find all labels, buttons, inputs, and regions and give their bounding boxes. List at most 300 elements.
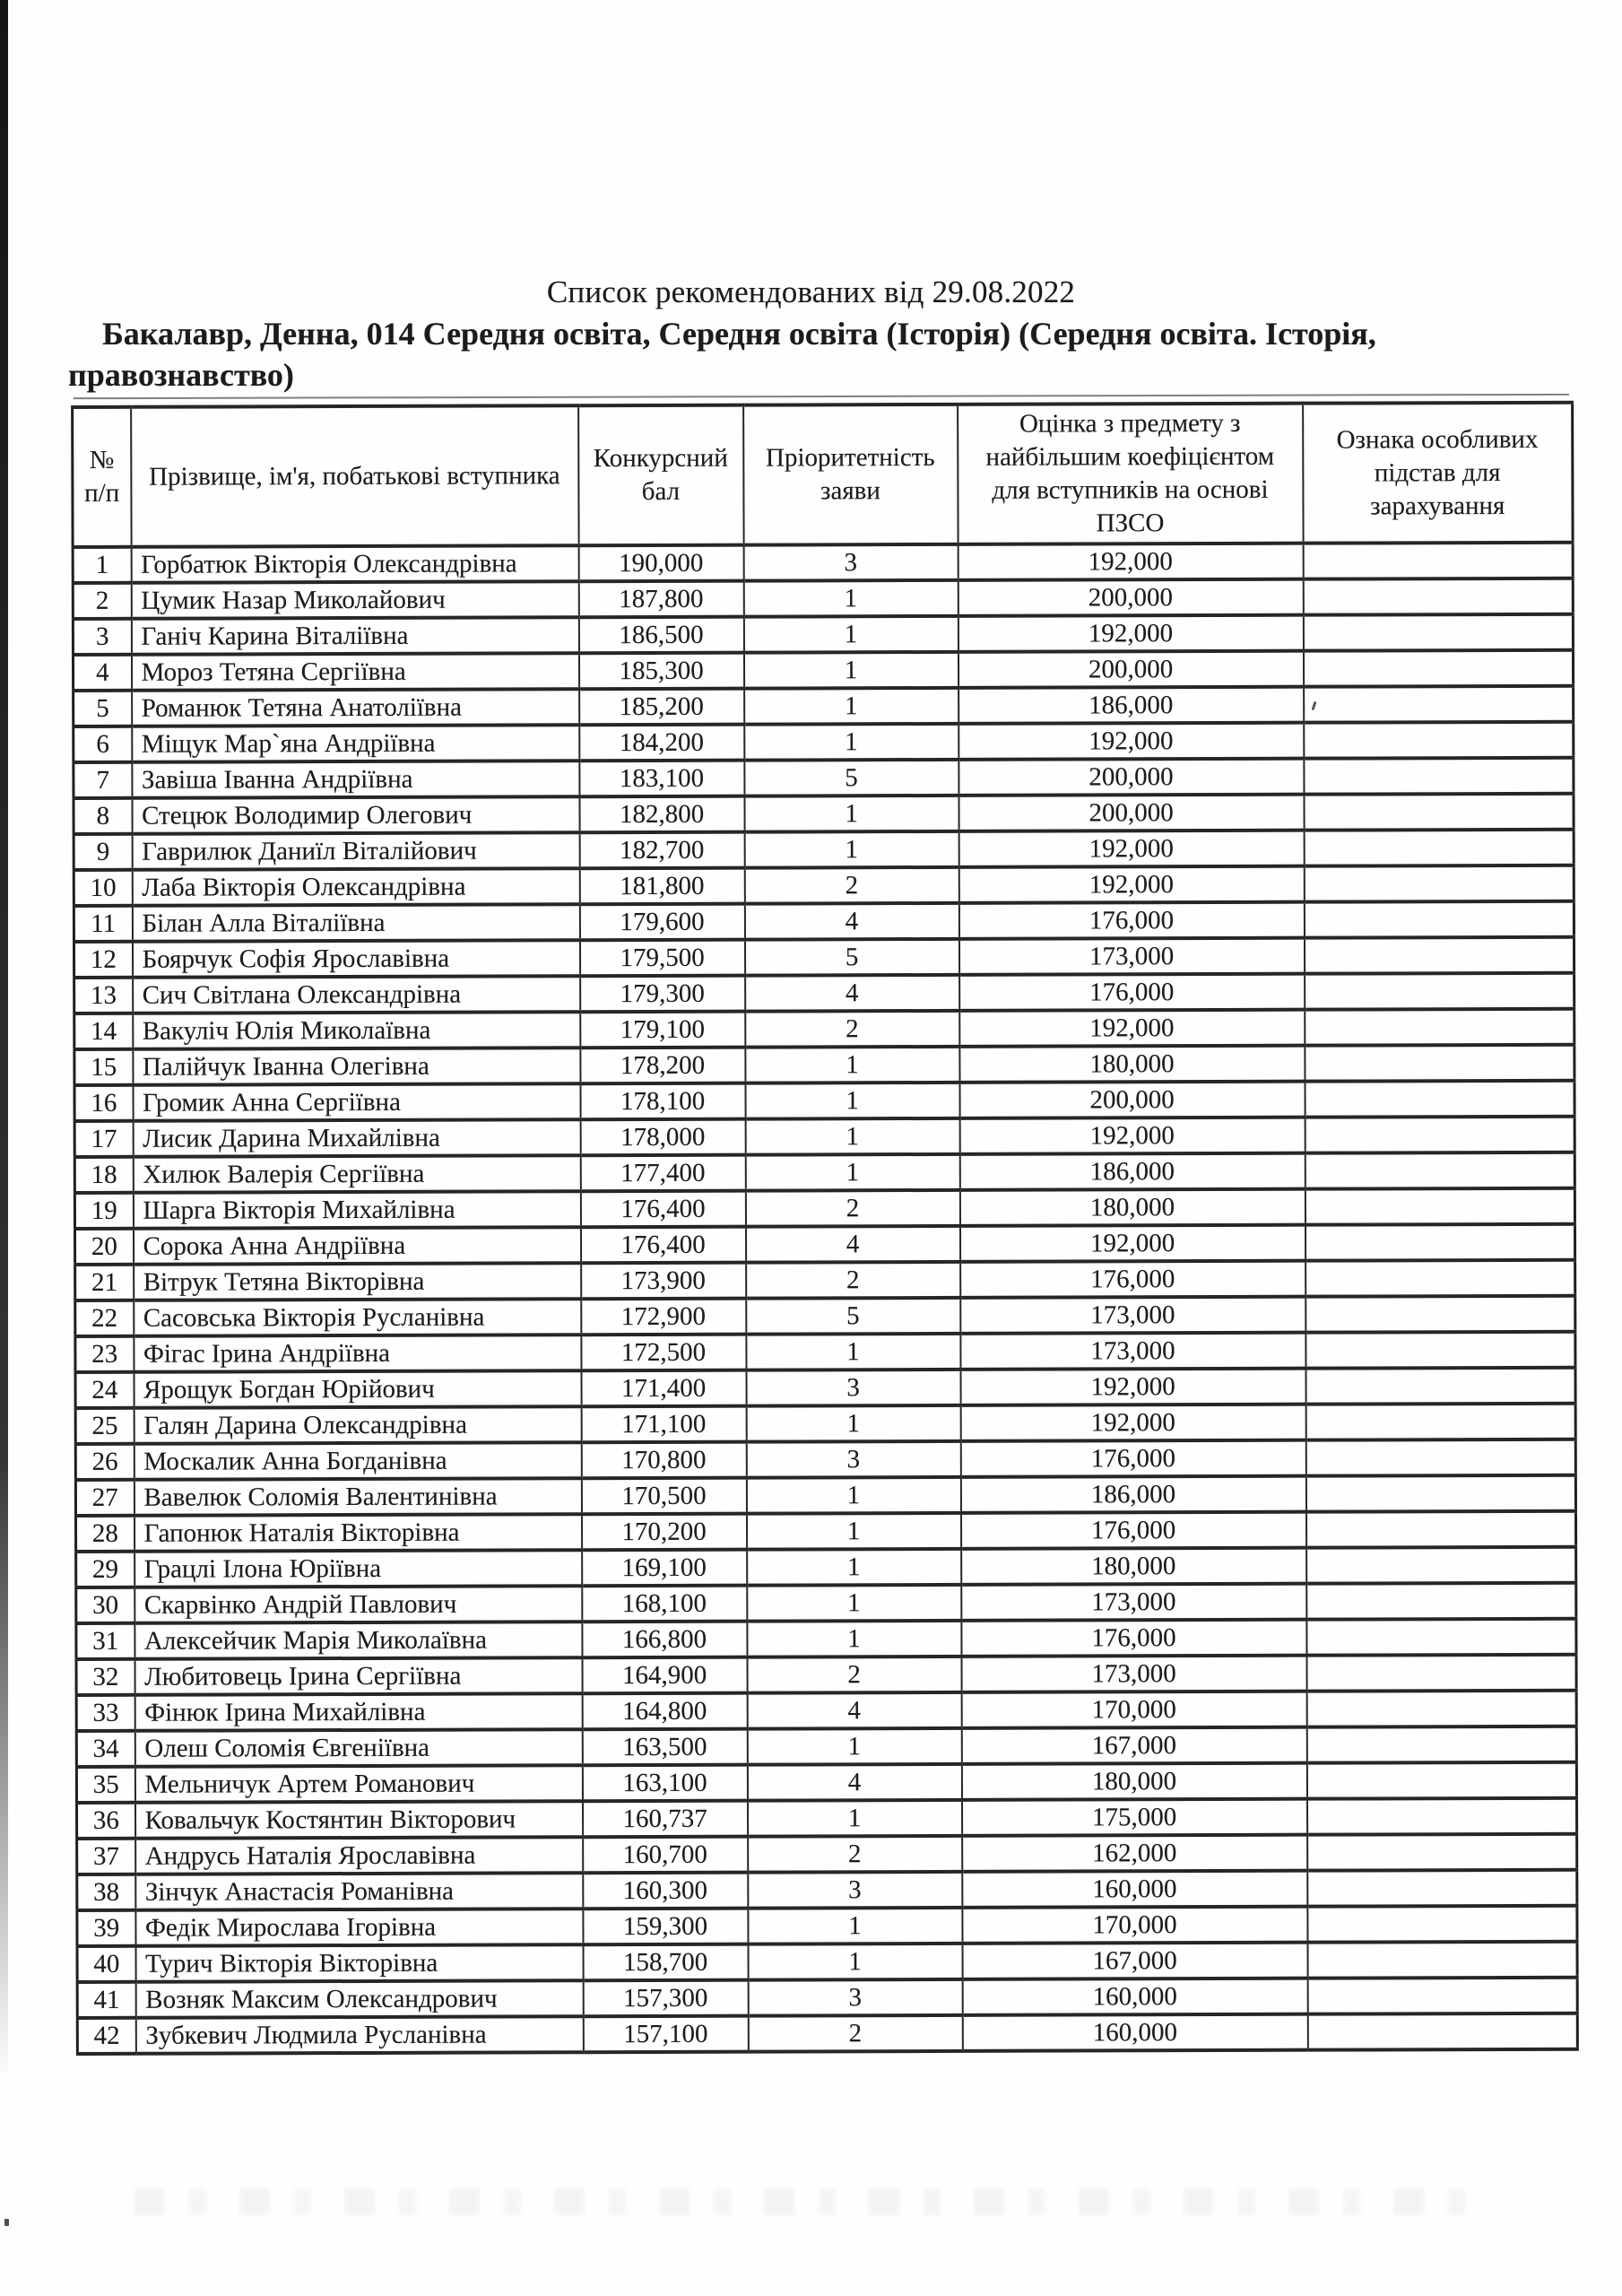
cell-priority: 2 — [748, 1836, 962, 1873]
cell-priority: 1 — [747, 1585, 961, 1622]
cell-num: 6 — [74, 726, 132, 762]
table-row — [74, 937, 1574, 978]
cell-priority: 1 — [746, 1334, 960, 1370]
cell-name: Ковальчук Костянтин Вікторович — [135, 1801, 583, 1839]
cell-score: 169,100 — [582, 1550, 747, 1587]
cell-special — [1307, 1942, 1577, 1979]
cell-grade: 176,000 — [959, 974, 1305, 1011]
cell-name: Зінчук Анастасія Романівна — [135, 1873, 583, 1910]
cell-name: Лаба Вікторія Олександрівна — [132, 868, 579, 906]
cell-name: Андрусь Наталія Ярославівна — [135, 1837, 583, 1874]
cell-special — [1303, 614, 1573, 651]
cell-priority: 2 — [746, 1262, 960, 1299]
cell-special — [1306, 1798, 1576, 1835]
table-row — [74, 1224, 1574, 1265]
cell-grade: 200,000 — [958, 651, 1303, 688]
cell-score: 183,100 — [579, 761, 744, 797]
table-row — [74, 1009, 1574, 1049]
cell-name: Скарвінко Андрій Павлович — [134, 1586, 582, 1623]
cell-num: 1 — [73, 547, 131, 583]
cell-special — [1305, 1045, 1574, 1082]
cell-num: 17 — [74, 1121, 133, 1157]
table-row — [74, 973, 1574, 1013]
cell-name: Гапонюк Наталія Вікторівна — [134, 1514, 581, 1552]
cell-num: 30 — [76, 1587, 134, 1623]
table-row — [75, 1332, 1575, 1372]
cell-grade: 173,000 — [960, 1333, 1305, 1370]
cell-priority: 2 — [744, 867, 958, 904]
cell-num: 33 — [76, 1695, 134, 1731]
admissions-table-wrap — [71, 401, 1576, 2056]
cell-special — [1304, 901, 1574, 938]
cell-num: 29 — [76, 1552, 134, 1587]
header-cell-score: Конкурсний бал — [578, 405, 743, 546]
cell-name: Ярощук Богдан Юрійович — [134, 1370, 581, 1408]
cell-num: 28 — [75, 1516, 134, 1552]
table-row — [75, 1260, 1575, 1300]
cell-grade: 176,000 — [960, 1512, 1305, 1549]
table-row — [77, 1942, 1577, 1982]
cell-grade: 170,000 — [961, 1692, 1306, 1728]
cell-num: 3 — [73, 619, 131, 655]
cell-grade: 162,000 — [962, 1835, 1307, 1872]
cell-grade: 192,000 — [959, 1118, 1305, 1154]
cell-special — [1305, 1081, 1574, 1118]
cell-priority: 2 — [745, 1190, 959, 1227]
cell-num: 20 — [74, 1229, 133, 1265]
cell-special — [1306, 1583, 1576, 1620]
table-row — [74, 1045, 1574, 1085]
cell-score: 187,800 — [578, 581, 743, 618]
cell-score: 179,500 — [579, 940, 744, 977]
cell-score: 185,200 — [579, 689, 744, 726]
cell-score: 163,500 — [582, 1729, 747, 1766]
cell-score: 157,300 — [583, 1980, 748, 2017]
cell-name: Галян Дарина Олександрівна — [134, 1406, 581, 1444]
cell-priority: 1 — [745, 1047, 959, 1083]
cell-name: Сорока Анна Андріївна — [133, 1227, 580, 1265]
cell-num: 11 — [74, 906, 132, 942]
cell-priority: 1 — [747, 1549, 961, 1586]
cell-name: Палійчук Іванна Олегівна — [133, 1048, 580, 1085]
cell-grade: 180,000 — [961, 1548, 1306, 1585]
cell-special — [1305, 1475, 1575, 1512]
table-row — [77, 1834, 1577, 1874]
cell-num: 36 — [77, 1803, 135, 1839]
header-cell-num: № п/п — [73, 407, 131, 547]
cell-grade: 160,000 — [962, 1979, 1307, 2015]
cell-special — [1304, 937, 1574, 974]
table-row — [76, 1583, 1576, 1623]
table-row — [74, 722, 1574, 762]
cell-name: Ганіч Карина Віталіївна — [131, 617, 578, 655]
cell-priority: 1 — [748, 1800, 962, 1837]
cell-special — [1305, 1296, 1575, 1333]
cell-num: 10 — [74, 870, 132, 906]
cell-grade: 167,000 — [961, 1727, 1306, 1764]
cell-num: 40 — [77, 1946, 135, 1982]
cell-num: 35 — [76, 1767, 134, 1803]
table-row — [74, 794, 1574, 834]
cell-special — [1305, 1224, 1574, 1261]
table-row — [75, 1368, 1575, 1408]
cell-grade: 192,000 — [959, 1010, 1305, 1047]
cell-score: 190,000 — [578, 545, 743, 582]
cell-grade: 176,000 — [960, 1440, 1305, 1477]
cell-score: 160,300 — [583, 1873, 748, 1909]
page-subtitle-line2: правознавство) — [68, 357, 294, 393]
cell-score: 160,700 — [583, 1837, 748, 1874]
table-row — [74, 865, 1574, 906]
cell-score: 184,200 — [579, 725, 744, 761]
cell-num: 13 — [74, 978, 133, 1013]
header-cell-name: Прізвище, ім'я, побатькові вступника — [131, 405, 578, 547]
cell-grade: 192,000 — [958, 615, 1303, 652]
cell-name: Мельничук Артем Романович — [134, 1765, 582, 1803]
cell-num: 16 — [74, 1085, 133, 1121]
cell-grade: 200,000 — [958, 795, 1304, 831]
cell-name: Вітрук Тетяна Вікторівна — [134, 1263, 581, 1300]
cell-grade: 160,000 — [962, 2014, 1307, 2051]
table-header-row — [73, 403, 1573, 547]
cell-name: Сич Світлана Олександрівна — [133, 976, 580, 1013]
cell-priority: 1 — [747, 1621, 961, 1657]
scan-edge-artifact — [0, 0, 8, 2081]
table-row — [74, 1081, 1574, 1121]
cell-name: Лисик Дарина Михайлівна — [133, 1119, 580, 1157]
page-subtitle-line1: Бакалавр, Денна, 014 Середня освіта, Середня освіта (Історія) (Середня освіта. Історія, — [102, 316, 1376, 352]
cell-score: 170,500 — [581, 1478, 746, 1515]
cell-priority: 2 — [745, 1011, 959, 1048]
cell-grade: 160,000 — [962, 1871, 1307, 1908]
scan-smudge-artifact — [134, 2188, 1497, 2215]
cell-name: Вакуліч Юлія Миколаївна — [133, 1012, 580, 1049]
cell-grade: 180,000 — [959, 1046, 1305, 1083]
cell-priority: 1 — [744, 724, 958, 761]
cell-special — [1303, 543, 1573, 579]
cell-name: Зубкевич Людмила Русланівна — [135, 2016, 583, 2054]
cell-special — [1307, 1870, 1577, 1907]
cell-special — [1305, 1368, 1575, 1405]
scan-dot-artifact — [4, 2219, 9, 2226]
cell-score: 170,800 — [581, 1442, 746, 1479]
table-row — [74, 1152, 1574, 1193]
cell-score: 164,900 — [582, 1657, 747, 1694]
cell-special — [1304, 794, 1574, 831]
cell-priority: 5 — [744, 939, 958, 976]
cell-score: 172,500 — [581, 1335, 746, 1371]
cell-priority: 1 — [743, 580, 958, 617]
cell-special — [1304, 722, 1574, 759]
cell-grade: 173,000 — [958, 938, 1304, 975]
cell-num: 2 — [73, 583, 131, 619]
cell-score: 182,800 — [579, 796, 744, 833]
cell-num: 18 — [74, 1157, 133, 1193]
cell-special — [1306, 1691, 1576, 1727]
cell-num: 24 — [75, 1372, 134, 1408]
table-row — [76, 1655, 1576, 1695]
cell-priority: 5 — [746, 1298, 960, 1335]
cell-priority: 1 — [746, 1513, 960, 1550]
cell-name: Романюк Тетяна Анатоліївна — [132, 689, 579, 726]
cell-num: 32 — [76, 1659, 134, 1695]
cell-score: 178,200 — [580, 1048, 745, 1084]
cell-grade: 192,000 — [959, 1225, 1305, 1262]
header-cell-priority: Пріоритетність заяви — [743, 404, 958, 545]
table-row — [73, 650, 1573, 691]
table-row — [76, 1619, 1576, 1659]
cell-score: 164,800 — [582, 1693, 747, 1730]
cell-grade: 173,000 — [961, 1656, 1306, 1692]
cell-name: Москалик Анна Богданівна — [134, 1442, 581, 1480]
cell-num: 42 — [77, 2018, 135, 2054]
cell-num: 7 — [74, 762, 132, 798]
cell-name: Любитовець Ірина Сергіївна — [134, 1657, 582, 1695]
cell-grade: 192,000 — [958, 723, 1304, 760]
cell-priority: 4 — [747, 1764, 961, 1801]
table-body — [73, 543, 1577, 2054]
cell-num: 37 — [77, 1839, 135, 1874]
cell-priority: 4 — [745, 1226, 959, 1263]
cell-num: 4 — [73, 655, 131, 691]
cell-grade: 176,000 — [961, 1620, 1306, 1657]
cell-priority: 1 — [744, 831, 958, 868]
cell-special — [1306, 1619, 1576, 1656]
cell-special — [1305, 1117, 1574, 1153]
cell-special — [1305, 1439, 1575, 1476]
cell-score: 158,700 — [583, 1944, 748, 1981]
cell-name: Шарга Вікторія Михайлівна — [133, 1191, 580, 1229]
cell-score: 176,400 — [580, 1191, 745, 1228]
cell-special — [1307, 1834, 1577, 1871]
cell-priority: 4 — [744, 903, 958, 940]
cell-name: Цумик Назар Миколайович — [131, 581, 578, 619]
cell-special — [1304, 686, 1574, 723]
table-row — [77, 1798, 1577, 1839]
cell-priority: 3 — [748, 1872, 962, 1909]
cell-name: Білан Алла Віталіївна — [132, 904, 579, 942]
table-row — [77, 1906, 1577, 1946]
cell-num: 34 — [76, 1731, 134, 1767]
cell-name: Грацлі Ілона Юріївна — [134, 1550, 582, 1587]
cell-score: 185,300 — [578, 653, 743, 690]
table-row — [75, 1439, 1575, 1480]
table-row — [73, 614, 1573, 655]
cell-priority: 3 — [743, 544, 958, 581]
cell-special — [1305, 1009, 1574, 1046]
cell-score: 176,400 — [580, 1227, 745, 1264]
cell-grade: 192,000 — [958, 831, 1304, 867]
cell-num: 5 — [74, 691, 132, 726]
cell-special — [1305, 973, 1574, 1010]
cell-score: 179,100 — [580, 1012, 745, 1048]
cell-priority: 1 — [747, 1728, 961, 1765]
cell-grade: 192,000 — [960, 1369, 1305, 1405]
table-row — [76, 1762, 1576, 1803]
cell-grade: 175,000 — [961, 1799, 1306, 1836]
cell-grade: 200,000 — [958, 579, 1303, 616]
cell-special — [1307, 1978, 1577, 2014]
cell-name: Фінюк Ірина Михайлівна — [134, 1693, 582, 1731]
table-row — [73, 543, 1573, 583]
cell-score: 166,800 — [582, 1622, 747, 1658]
cell-score: 177,400 — [580, 1155, 745, 1192]
cell-priority: 1 — [744, 796, 958, 832]
cell-score: 179,300 — [580, 976, 745, 1013]
cell-priority: 1 — [744, 688, 958, 725]
cell-grade: 200,000 — [959, 1082, 1305, 1118]
cell-num: 15 — [74, 1049, 133, 1085]
cell-special — [1306, 1547, 1576, 1584]
cell-priority: 1 — [745, 1154, 959, 1191]
cell-grade: 192,000 — [958, 544, 1303, 580]
cell-special — [1305, 1511, 1575, 1548]
cell-name: Фігас Ірина Андріївна — [134, 1335, 581, 1372]
cell-grade: 186,000 — [959, 1153, 1305, 1190]
cell-priority: 3 — [746, 1441, 960, 1478]
cell-priority: 1 — [746, 1405, 960, 1442]
cell-score: 160,737 — [583, 1801, 748, 1838]
cell-name: Сасовська Вікторія Русланівна — [134, 1299, 581, 1336]
cell-num: 25 — [75, 1408, 134, 1444]
cell-priority: 1 — [743, 616, 958, 653]
cell-num: 9 — [74, 834, 132, 870]
cell-grade: 170,000 — [962, 1907, 1307, 1944]
cell-num: 23 — [75, 1336, 134, 1372]
header-cell-special: Ознака особливих підстав для зарахування — [1303, 403, 1573, 544]
cell-grade: 186,000 — [960, 1476, 1305, 1513]
cell-num: 38 — [77, 1874, 135, 1910]
cell-score: 170,200 — [581, 1514, 746, 1551]
cell-score: 181,800 — [579, 868, 744, 905]
cell-name: Хилюк Валерія Сергіївна — [133, 1155, 580, 1193]
cell-name: Возняк Максим Олександрович — [135, 1980, 583, 2018]
table-row — [75, 1475, 1575, 1516]
cell-grade: 173,000 — [960, 1297, 1305, 1334]
cell-name: Міщук Мар`яна Андріївна — [132, 725, 579, 762]
cell-name: Алексейчик Марія Миколаївна — [134, 1622, 582, 1659]
table-row — [77, 2013, 1577, 2054]
cell-name: Турич Вікторія Вікторівна — [135, 1944, 583, 1982]
cell-special — [1305, 1152, 1574, 1189]
table-row — [76, 1547, 1576, 1587]
cell-num: 26 — [75, 1444, 134, 1480]
cell-score: 172,900 — [581, 1299, 746, 1335]
cell-priority: 4 — [745, 975, 959, 1012]
cell-name: Стецюк Володимир Олегович — [132, 796, 579, 834]
cell-priority: 4 — [747, 1692, 961, 1729]
cell-priority: 1 — [746, 1477, 960, 1514]
table-row — [75, 1404, 1575, 1444]
header-cell-grade: Оцінка з предмету з найбільшим коефіцієнтом для вступників на основі ПЗСО — [958, 404, 1303, 544]
cell-grade: 176,000 — [960, 1261, 1305, 1298]
cell-name: Вавелюк Соломія Валентинівна — [134, 1478, 581, 1516]
cell-special — [1306, 1655, 1576, 1692]
page-title: Список рекомендованих від 29.08.2022 — [546, 274, 1076, 309]
cell-priority: 1 — [748, 1908, 962, 1944]
cell-score: 171,400 — [581, 1370, 746, 1407]
cell-grade: 167,000 — [962, 1943, 1307, 1979]
table-row — [74, 1117, 1574, 1157]
cell-score: 159,300 — [583, 1909, 748, 1945]
admissions-table — [71, 401, 1579, 2056]
cell-special — [1305, 1188, 1574, 1225]
cell-name: Громик Анна Сергіївна — [133, 1083, 580, 1121]
cell-special — [1304, 865, 1574, 902]
cell-grade: 180,000 — [959, 1189, 1305, 1226]
cell-priority: 1 — [745, 1083, 959, 1119]
cell-priority: 2 — [747, 1657, 961, 1693]
cell-score: 168,100 — [582, 1586, 747, 1622]
cell-special — [1305, 1332, 1575, 1369]
cell-score: 171,100 — [581, 1406, 746, 1443]
cell-num: 19 — [74, 1193, 133, 1229]
cell-score: 163,100 — [582, 1765, 747, 1802]
cell-priority: 1 — [743, 652, 958, 689]
table-row — [74, 830, 1574, 870]
cell-grade: 192,000 — [960, 1405, 1305, 1441]
cell-special — [1307, 1906, 1577, 1943]
table-row — [75, 1296, 1575, 1336]
cell-priority: 3 — [748, 1979, 962, 2016]
cell-priority: 5 — [744, 760, 958, 796]
cell-grade: 186,000 — [958, 687, 1304, 724]
cell-name: Гаврилюк Даниїл Віталійович — [132, 832, 579, 870]
table-row — [76, 1691, 1576, 1731]
cell-name: Федік Мирослава Ігорівна — [135, 1909, 583, 1946]
cell-score: 182,700 — [579, 832, 744, 869]
cell-special — [1303, 578, 1573, 615]
cell-name: Боярчук Софія Ярославівна — [132, 940, 579, 978]
cell-special — [1306, 1726, 1576, 1763]
cell-num: 8 — [74, 798, 132, 834]
table-row — [74, 1188, 1574, 1229]
cell-num: 14 — [74, 1013, 133, 1049]
table-row — [77, 1870, 1577, 1910]
cell-num: 39 — [77, 1910, 135, 1946]
cell-grade: 173,000 — [961, 1584, 1306, 1621]
cell-score: 186,500 — [578, 617, 743, 654]
cell-priority: 2 — [748, 2015, 962, 2052]
cell-name: Горбатюк Вікторія Олександрівна — [131, 545, 578, 583]
cell-num: 41 — [77, 1982, 135, 2018]
cell-special — [1305, 1260, 1575, 1297]
table-row — [74, 758, 1574, 798]
cell-grade: 192,000 — [958, 866, 1304, 903]
cell-score: 157,100 — [583, 2016, 748, 2053]
cell-name: Олеш Соломія Євгеніївна — [134, 1729, 582, 1767]
cell-grade: 176,000 — [958, 902, 1304, 939]
cell-special — [1304, 758, 1574, 795]
cell-priority: 1 — [745, 1118, 959, 1155]
table-row — [73, 578, 1573, 619]
cell-priority: 1 — [748, 1944, 962, 1980]
cell-num: 27 — [75, 1480, 134, 1516]
cell-special — [1306, 1762, 1576, 1799]
cell-grade: 180,000 — [961, 1763, 1306, 1800]
cell-special — [1304, 830, 1574, 866]
cell-score: 178,000 — [580, 1119, 745, 1156]
table-row — [74, 686, 1574, 726]
table-row — [76, 1726, 1576, 1767]
table-row — [74, 901, 1574, 942]
cell-priority: 3 — [746, 1370, 960, 1406]
page-subtitle — [68, 313, 1485, 396]
cell-grade: 200,000 — [958, 759, 1304, 796]
cell-special — [1305, 1404, 1575, 1440]
cell-score: 178,100 — [580, 1083, 745, 1120]
cell-score: 173,900 — [581, 1263, 746, 1300]
